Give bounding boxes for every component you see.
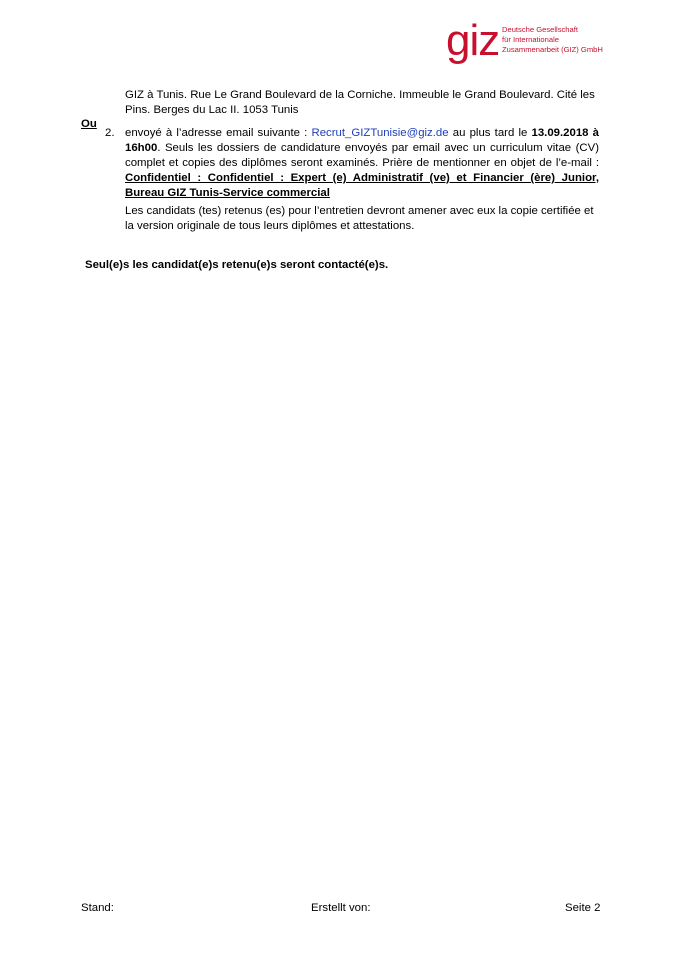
candidates-note: Les candidats (tes) retenus (es) pour l’entretien devront amener avec eux la copie certifiée et la version originale de tous leurs diplômes et attestations. [125, 205, 594, 232]
postal-address: GIZ à Tunis. Rue Le Grand Boulevard de la Corniche. Immeuble le Grand Boulevard. Cité les Pins. Berges du Lac II. 1053 Tunis [125, 89, 595, 116]
giz-logo-mark: giz [446, 16, 500, 65]
footer-page-number: Seite 2 [565, 902, 601, 914]
deadline: 13.09.2018 à 16h00 [125, 127, 599, 154]
email-submission-paragraph [125, 126, 599, 201]
giz-logo [446, 16, 616, 68]
closing-statement: Seul(e)s les candidat(e)s retenu(e)s seront contacté(e)s. [85, 259, 389, 271]
logo-line-2: für Internationale [502, 35, 559, 44]
logo-line-1: Deutsche Gesellschaft [502, 25, 578, 34]
logo-line-3: Zusammenarbeit (GIZ) GmbH [502, 45, 603, 54]
deadline-prefix: au plus tard le [448, 127, 532, 139]
email-subject-line: Confidentiel : Confidentiel : Expert (e) Administratif (ve) et Financier (ère) Junior, Bureau GIZ Tunis-Service commercial [125, 172, 599, 199]
email-intro: envoyé à l’adresse email suivante : [125, 127, 312, 139]
email-link[interactable]: Recrut_GIZTunisie@giz.de [311, 127, 449, 139]
submission-details: . Seuls les dossiers de candidature envoyés par email avec un curriculum vitae (CV) complet et copies des diplômes seront examinés. Prière de mentionner en objet de l’e-mail : [125, 142, 599, 169]
list-item-number: 2. [105, 127, 115, 139]
giz-logo-text [502, 25, 603, 55]
footer-stand: Stand: [81, 902, 114, 914]
footer-created-by: Erstellt von: [311, 902, 371, 914]
or-label: Ou [81, 118, 97, 130]
